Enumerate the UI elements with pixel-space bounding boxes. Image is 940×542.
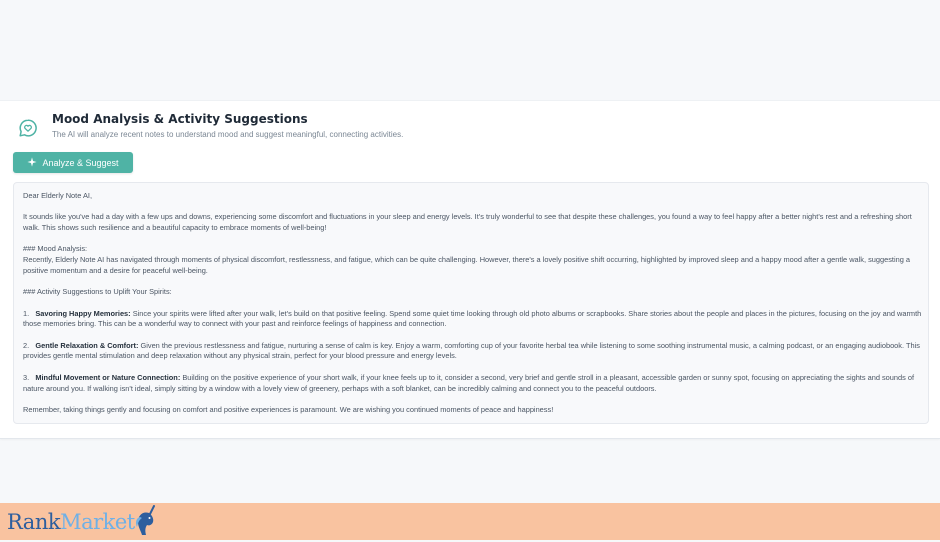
suggestion-title: Savoring Happy Memories: — [35, 308, 131, 318]
suggestion-item — [23, 373, 923, 394]
analyze-suggest-label: Analyze & Suggest — [42, 157, 119, 168]
suggestions-heading: ### Activity Suggestions to Uplift Your Spirits: — [23, 287, 172, 297]
suggestion-number: 1. — [23, 308, 30, 318]
suggestion-title: Mindful Movement or Nature Connection: — [35, 372, 181, 382]
chat-heart-icon — [18, 118, 38, 138]
mood-analysis-panel — [0, 100, 940, 439]
suggestion-text: Building on the positive experience of your short walk, if your knee feels up to it, consider a second, very brief and gentle stroll in a pleasant, accessible garden or sunny spot, focusing on appreciating the sights and sounds of nature around you. If walking isn't ideal, simply sitting by a window with a lovely view of greenery, perhaps with a soft blanket, can be incredibly calming and connect you to the peaceful outdoors. — [23, 372, 915, 393]
result-closing: Remember, taking things gently and focusing on comfort and positive experiences is paramount. We are wishing you continued moments of peace and happiness! — [23, 404, 554, 414]
result-text — [23, 191, 923, 416]
rankmarket-watermark — [7, 508, 159, 536]
mood-analysis-section — [23, 244, 923, 276]
panel-title: Mood Analysis & Activity Suggestions — [52, 112, 308, 126]
watermark-rank: Rank — [7, 510, 61, 534]
suggestion-text: Since your spirits were lifted after your walk, let's build on that positive feeling. Spend some quiet time looking through old photo albums or scrapbooks. Share stories about the people and places in the pictures, focusing on the joy and warmth those memories bring. This can be a wonderful way to connect with your past and reinforce feelings of happiness and connection. — [23, 308, 922, 329]
watermark-market: Market — [60, 510, 135, 534]
suggestion-item — [23, 341, 923, 362]
suggestion-item — [23, 309, 923, 330]
analyze-suggest-button[interactable] — [13, 152, 133, 173]
suggestion-number: 2. — [23, 340, 30, 350]
suggestion-title: Gentle Relaxation & Comfort: — [35, 340, 139, 350]
panel-subtitle: The AI will analyze recent notes to understand mood and suggest meaningful, connecting activities. — [52, 130, 404, 139]
suggestion-text: Given the previous restlessness and fatigue, nurturing a sense of calm is key. Enjoy a warm, comforting cup of your favorite herbal tea while listening to some soothing instrumental music, a calming podcast, or an engaging audiobook. This provides gentle mental stimulation and deep relaxation without any physical strain, perfect for your blood pressure and energy levels. — [23, 340, 920, 361]
unicorn-icon — [133, 503, 159, 537]
sparkle-icon — [27, 157, 37, 169]
analysis-result — [13, 182, 929, 424]
suggestion-number: 3. — [23, 372, 30, 382]
mood-analysis-heading: ### Mood Analysis: — [23, 244, 88, 254]
mood-analysis-text: Recently, Elderly Note AI has navigated through moments of physical discomfort, restlessness, and fatigue, which can be quite challenging. However, there's a lovely positive shift occurring, highlighted by improved sleep and a happy mood after a gentle walk, suggesting a positive momentum and a desire for peaceful well-being. — [23, 255, 911, 275]
result-greeting: Dear Elderly Note AI, — [23, 191, 93, 200]
result-intro: It sounds like you've had a day with a few ups and downs, experiencing some discomfort and fluctuations in your sleep and energy levels. It's truly wonderful to see that despite these challenges, you found a way to feel happy after a better night's rest and a refreshing short walk. This shows such resilience and a beautiful capacity to embrace moments of well-being! — [23, 212, 912, 233]
